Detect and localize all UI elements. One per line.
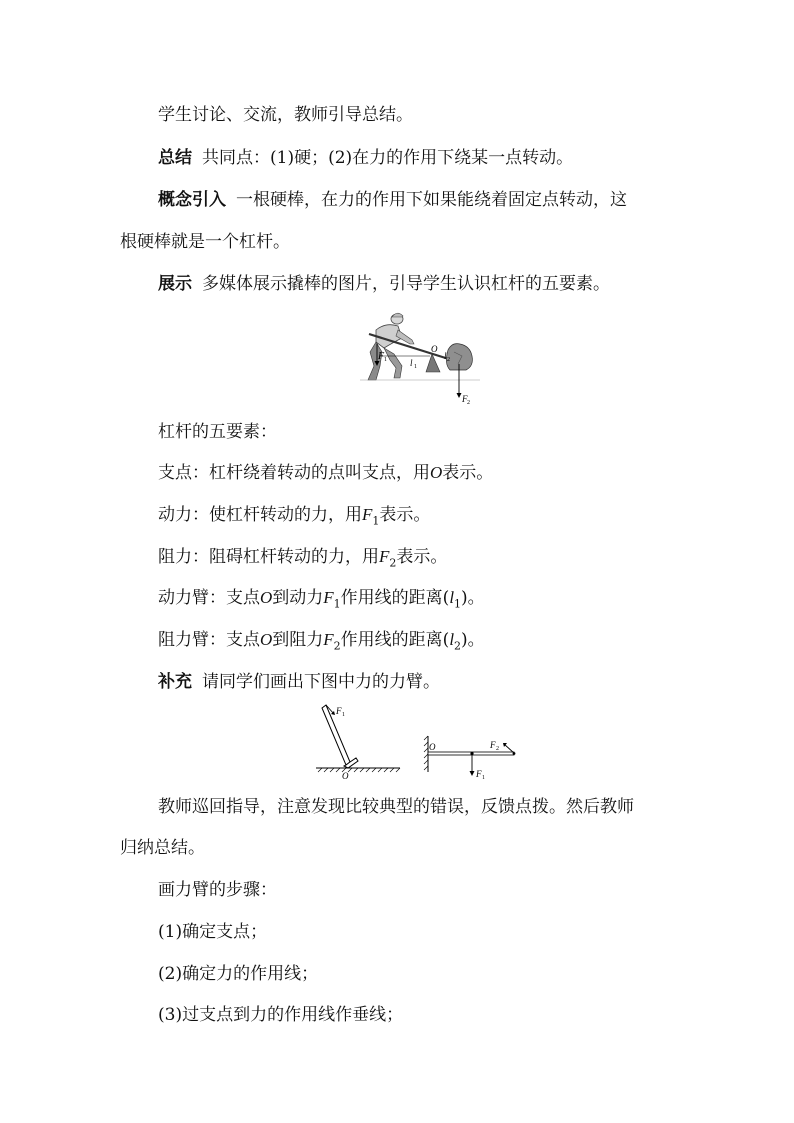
f1-label: F xyxy=(378,351,385,362)
paragraph-teacher-cont: 归纳总结。 xyxy=(120,838,205,858)
paragraph-summary xyxy=(158,146,573,170)
def-effort-arm-o: O xyxy=(260,588,273,607)
def-resistance-arm-o: O xyxy=(260,630,273,649)
l1-sub: 1 xyxy=(414,364,417,370)
supplement-text: 请同学们画出下图中力的力臂。 xyxy=(202,672,440,692)
def-resistance-sub: 2 xyxy=(389,556,397,570)
summary-text: 共同点：(1)硬；(2)在力的作用下绕某一点转动。 xyxy=(202,148,574,168)
def-effort-arm-a: 动力臂：支点 xyxy=(158,588,260,608)
def-effort-arm-fsub: 1 xyxy=(333,597,341,611)
def-effort-arm xyxy=(158,586,485,610)
l2-label: l xyxy=(444,351,447,361)
crowbar-illustration xyxy=(356,308,486,408)
def-effort-arm-d: )。 xyxy=(461,588,485,608)
paragraph-teacher: 教师巡回指导，注意发现比较典型的错误，反馈点拨。然后教师 xyxy=(158,797,634,817)
left-f1-label: F xyxy=(336,706,342,716)
f1-sub: 1 xyxy=(384,357,387,363)
show-text: 多媒体展示撬棒的图片，引导学生认识杠杆的五要素。 xyxy=(202,274,610,294)
def-effort-sub: 1 xyxy=(372,514,380,528)
right-o-label: O xyxy=(429,742,436,752)
left-f1-sub: 1 xyxy=(342,712,345,718)
paragraph-discussion: 学生讨论、交流，教师引导总结。 xyxy=(158,105,413,125)
def-effort-arm-l: l xyxy=(449,588,455,607)
bent-lever-figure xyxy=(312,700,404,782)
paragraph-concept xyxy=(158,188,627,212)
l2-sub: 2 xyxy=(447,357,450,363)
label-concept: 概念引入 xyxy=(158,190,226,210)
wall-lever-illustration xyxy=(418,732,524,782)
def-resistance xyxy=(158,545,447,569)
right-f2-label: F xyxy=(490,740,496,750)
right-f2-sub: 2 xyxy=(496,746,499,752)
concept-text-1: 一根硬棒，在力的作用下如果能绕着固定点转动，这 xyxy=(236,190,627,210)
step-1: (1)确定支点； xyxy=(158,922,268,942)
def-fulcrum-pre: 支点：杠杆绕着转动的点叫支点，用 xyxy=(158,463,430,483)
label-summary: 总结 xyxy=(158,148,192,168)
paragraph-concept-cont: 根硬棒就是一个杠杆。 xyxy=(120,232,290,252)
def-resistance-arm-a: 阻力臂：支点 xyxy=(158,630,260,650)
def-effort-sym: F xyxy=(362,505,373,524)
crowbar-figure xyxy=(356,308,486,408)
left-o-label: O xyxy=(342,771,349,781)
wall-lever-figure xyxy=(418,732,524,782)
def-fulcrum-sym: O xyxy=(430,463,443,482)
def-resistance-post: 表示。 xyxy=(396,547,448,567)
def-effort-arm-c: 作用线的距离( xyxy=(340,588,450,608)
def-resistance-arm-l: l xyxy=(449,630,455,649)
steps-title: 画力臂的步骤： xyxy=(158,880,277,900)
right-f1-label: F xyxy=(476,769,482,779)
def-resistance-arm-lsub: 2 xyxy=(454,639,462,653)
def-resistance-arm-c: 作用线的距离( xyxy=(340,630,450,650)
def-resistance-pre: 阻力：阻碍杠杆转动的力，用 xyxy=(158,547,379,567)
paragraph-show xyxy=(158,272,610,296)
def-effort-arm-f: F xyxy=(323,588,334,607)
def-effort-pre: 动力：使杠杆转动的力，用 xyxy=(158,505,362,525)
def-fulcrum xyxy=(158,461,493,485)
label-show: 展示 xyxy=(158,274,192,294)
f2-sub: 2 xyxy=(467,400,470,406)
def-resistance-arm-b: 到阻力 xyxy=(272,630,324,650)
def-fulcrum-post: 表示。 xyxy=(442,463,494,483)
bent-lever-illustration xyxy=(312,700,404,782)
def-effort-arm-b: 到动力 xyxy=(272,588,324,608)
step-3: (3)过支点到力的作用线作垂线； xyxy=(158,1005,404,1025)
five-elements-title: 杠杆的五要素： xyxy=(158,422,277,442)
def-resistance-arm-d: )。 xyxy=(461,630,485,650)
label-supplement: 补充 xyxy=(158,672,192,692)
right-f1-sub: 1 xyxy=(482,775,485,781)
def-resistance-sym: F xyxy=(379,547,390,566)
def-resistance-arm xyxy=(158,628,485,652)
l1-label: l xyxy=(410,358,413,368)
def-effort-arm-lsub: 1 xyxy=(454,597,462,611)
fulcrum-o-label: O xyxy=(431,344,438,354)
step-2: (2)确定力的作用线； xyxy=(158,964,319,984)
def-resistance-arm-f: F xyxy=(323,630,334,649)
def-effort xyxy=(158,503,430,527)
def-resistance-arm-fsub: 2 xyxy=(333,639,341,653)
f2-label: F xyxy=(462,394,468,404)
paragraph-supplement xyxy=(158,670,440,694)
def-effort-post: 表示。 xyxy=(379,505,431,525)
